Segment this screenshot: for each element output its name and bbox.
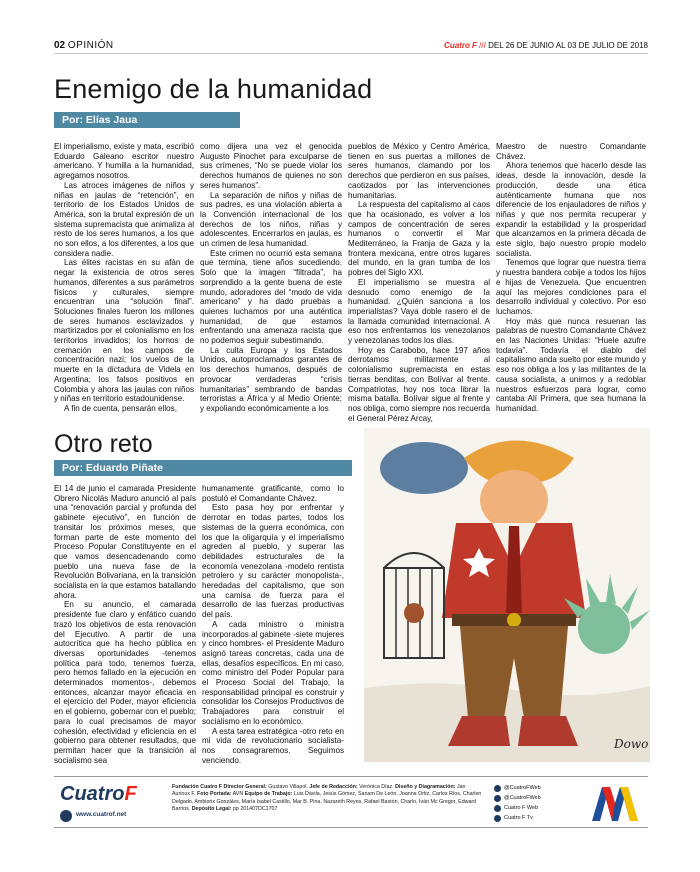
paragraph: El imperialismo se muestra al desnudo como enemigo de la humanidad. ¿Quién sanciona a los imperialistas? Vaya doble rasero el de la llamada comunidad internacional. A eso nos enfrentamos los venezolanos y venezolanas todos los días. bbox=[348, 277, 490, 346]
article1-title: Enemigo de la humanidad bbox=[54, 74, 373, 104]
social-instagram[interactable] bbox=[494, 793, 574, 803]
editorial-cartoon bbox=[364, 428, 650, 762]
page-header bbox=[54, 40, 648, 54]
social-links bbox=[494, 783, 574, 823]
article2-byline: Por: Eduardo Piñate bbox=[54, 460, 352, 476]
paragraph: La separación de niños y niñas de sus padres, es una violación abierta a la Convención internacional de los derechos de los niños, niñas y adolescentes. Encerrarlos en jaulas, es un crimen de lesa humanidad. bbox=[200, 190, 342, 249]
credit-label: Depósito Legal: bbox=[191, 806, 232, 813]
cuatrof-logo bbox=[54, 783, 162, 823]
hat-shape bbox=[380, 442, 468, 494]
social-label: @CuatroFWeb bbox=[504, 795, 541, 801]
twitter-icon bbox=[494, 785, 501, 792]
credit-value: AVN bbox=[232, 791, 244, 798]
paragraph: El imperialismo, existe y mata, escribió Eduardo Galeano escritor nuestro americano. Y humilla a la humanidad, agregamos nosotros. bbox=[54, 142, 194, 181]
credit-label: Equipo de Trabajo: bbox=[244, 791, 293, 798]
article2-column-1 bbox=[54, 484, 196, 765]
social-youtube[interactable] bbox=[494, 813, 574, 823]
instagram-icon bbox=[494, 795, 501, 802]
paragraph: Hoy más que nunca resuenan las palabras de nuestro Comandante Chávez en las Naciones Unidas: “Huele azufre todavía”. Todavía el diablo del capitalismo anda suelto por este mundo y eso nos obliga a los y las militantes de la causa socialista, a unirnos y a redoblar nuestros esfuerzos para lograr, como cantaba Alí Primera, que sea humana la humanidad. bbox=[496, 316, 646, 413]
article2-title: Otro reto bbox=[54, 430, 153, 458]
credit-label: Fundación Cuatro F Director General: bbox=[172, 784, 267, 790]
credit-value: Jan Aurioux F. bbox=[172, 784, 466, 798]
page-number-section bbox=[54, 40, 114, 51]
issue-date: DEL 26 DE JUNIO AL 03 DE JULIO DE 2018 bbox=[488, 41, 648, 50]
face-shape bbox=[480, 470, 548, 530]
paragraph: La respuesta del capitalismo al caos que ha ocasionado, es volver a los campos de concentración de seres humanos o convertir el Mar Mediterráneo, la Franja de Gaza y la frontera mexicana, entre otros lugares del mundo, en la gran tumba de los pobres del Siglo XXI. bbox=[348, 200, 490, 278]
paragraph: Este crimen no ocurrió esta semana que termina, tiene años sucediendo. Solo que la imagen “filtrada”, ha sorprendido a la gente buena de este mundo, adoradores del “modo de vida americano” y ha dado pruebas a quienes luchamos por una auténtica humanidad, de que estamos enfrentando una amenaza racista que no podemos seguir subestimando. bbox=[200, 248, 342, 346]
social-label: Cuatro F Web bbox=[504, 805, 539, 811]
logo-wordmark bbox=[60, 783, 137, 806]
logo-word: Cuatro bbox=[60, 783, 125, 805]
page-footer bbox=[54, 776, 648, 828]
section-label: OPINIÓN bbox=[67, 40, 114, 51]
paragraph: pueblos de México y Centro América, tienen en sus puertas a millones de seres humanos, clamando por los derechos que perdieron en sus países, caotizados por las intervenciones humanitarias. bbox=[348, 142, 490, 200]
issue-date-line bbox=[444, 41, 648, 50]
paragraph: El 14 de junio el camarada Presidente Obrero Nicolás Maduro anunció al país una “renovación parcial y profunda del gabinete ejecutivo”, en función de transitar los próximos meses, que forman parte de este momento del Proceso Popular Constituyente en el que vamos desencadenando como pueblo una nueva fase de la Revolución Bolivariana, en la transición socialista en la que estamos batallando ahora. bbox=[54, 484, 196, 600]
globe-icon bbox=[60, 810, 72, 822]
header-brand: Cuatro F bbox=[444, 41, 477, 50]
paragraph: como dijera una vez el genocida Augusto Pinochet para exculparse de sus crímenes, “No se puede violar los derechos humanos de quienes no son seres humanos”. bbox=[200, 142, 342, 190]
paragraph: Esto pasa hoy por enfrentar y derrotar en todas partes, todos los sistemas de la guerra económica, con los que la oligarquía y el imperialismo agreden al pueblo, y superar las debilidades estructurales de la economía venezolana -modelo rentista petrolero y su carácter monopolista-, heredadas del capitalismo, que son una camisa de fuerza para el desarrollo de las fuerzas productivas del país. bbox=[202, 503, 344, 620]
social-twitter[interactable] bbox=[494, 783, 574, 793]
website-link[interactable]: www.cuatrof.net bbox=[76, 811, 127, 818]
header-separator: /// bbox=[479, 41, 486, 50]
paragraph: Ahora tenemos que hacerlo desde las ideas, desde la innovación, desde la producción, desde una ética auténticamente humana que nos diferencie de los enjauladores de niños y niñas y que nos permita recuperar y expandir la estabilidad y la prosperidad que alcanzamos en la primera década de este siglo, bajo nuestro propio modelo socialista. bbox=[496, 161, 646, 258]
paragraph: Las élites racistas en su afán de negar la existencia de otros seres humanos, diferentes a sus parámetros físicos y culturales, siempre encuentran una “solución final”. Soluciones finales fueron los millones de seres humanos esclavizados y martirizados por el colonialismo en los territorios invadidos; los hornos de cremación en los campos de concentración nazi; los vuelos de la muerte en la dictadura de Videla en Argentina; los falsos positivos en Colombia y ahora las jaulas con niños y niñas en territorio estadounidense. bbox=[54, 258, 194, 404]
logo-f: F bbox=[124, 783, 137, 805]
facebook-icon bbox=[494, 805, 501, 812]
paragraph: En su anuncio, el camarada presidente fue claro y enfático cuando trazó los objetivos de esta renovación del Ejecutivo. A partir de una autocrítica que ha hecho pública en diversas oportunidades -tenemos política para todo, tenemos fuerza, pero hemos fallado en la ejecución en determinados momentos-, debemos entonces, alcanzar mayor eficacia en el ejercicio del Poder, mayor eficiencia en el gobierno, gobernar con el pueblo; para lo cual precisamos de mayor cohesión, efectividad y eficiencia en el gobierno para obtener resultados, que permitan hacer que la transición al socialismo sea bbox=[54, 600, 196, 765]
credit-value: Gustavo Villapol. bbox=[268, 784, 308, 790]
social-facebook[interactable] bbox=[494, 803, 574, 813]
article1-column-4 bbox=[496, 142, 646, 422]
credit-label: Foto Portada: bbox=[197, 791, 232, 798]
paragraph: Hoy es Carabobo, hace 197 años derrotamos militarmente al colonialismo supremacista en estas tierras benditas, con Bolívar al frente. Compatriotas, hoy nos toca librar la misma batalla. Bolívar sigue al frente y nos obliga, como siempre nos recuerda el General Pérez Arcay, bbox=[348, 345, 490, 423]
article1-column-2 bbox=[200, 142, 342, 422]
cartoon-signature: Dowo bbox=[614, 737, 649, 751]
article1-byline: Por: Elías Jaua bbox=[54, 112, 240, 128]
paragraph: La culta Europa y los Estados Unidos, autoproclamados garantes de los derechos humanos, después de provocar verdaderas “crisis humanitarias” sembrando de bandas terroristas a África y al Medio Oriente; y expoliando económicamente a los bbox=[200, 345, 342, 413]
ministry-logo-icon bbox=[588, 781, 642, 825]
paragraph: Tenemos que lograr que nuestra tierra y nuestra bandera cobije a todos los hijos e hijas de Venezuela. Que encuentren aquí las mejores condiciones para el desarrollo individual y colectivo. Por eso luchamos. bbox=[496, 258, 646, 316]
credit-value: Luis Dávila, Jesús Gómez, Sanam De León, Joanna Ortiz, Carlos Ríos, Charlen Delgado, Ambiorix Gonzáles, María Isabel Castillo, Mar B. Pina, Nazareth Reyes, Rafael Bastón, Charlo, Iván Mc Gregor, Edward Barrios. bbox=[172, 791, 482, 813]
credit-label: Diseño y Diagramación: bbox=[395, 784, 456, 790]
paragraph: A cada ministro o ministra incorporados al gabinete -siete mujeres y cinco hombres- el Presidente Maduro asignó tareas concretas, cada una de ellas, desafíos específicos. En mi caso, como ministro del Poder Popular para el Proceso Social del Trabajo, la responsabilidad principal es construir y consolidar los Consejos Productivos de Trabajadores para construir el socialismo en lo económico. bbox=[202, 619, 344, 726]
paragraph: A fin de cuenta, pensarán ellos, bbox=[64, 403, 177, 413]
article1-column-3 bbox=[348, 142, 490, 422]
paragraph: Las atroces imágenes de niños y niñas en jaulas de “retención”, en territorio de los Estados Unidos de América, son la brutal expresión de un sistema supremacista que animaliza al resto de los seres humanos, a los que no son ellos, a los diferentes, a los que considera nadie. bbox=[54, 180, 194, 258]
paragraph: humanamente gratificante, como lo postuló el Comandante Chávez. bbox=[202, 484, 344, 503]
youtube-icon bbox=[494, 815, 501, 822]
credit-label: Jefe de Redacción: bbox=[309, 784, 358, 790]
paragraph: Maestro de nuestro Comandante Chávez. bbox=[496, 142, 646, 161]
article2-column-2 bbox=[202, 484, 344, 765]
credit-value: pp 201407DC1707 bbox=[232, 806, 278, 813]
social-label: Cuatro F Tv bbox=[504, 815, 533, 821]
social-label: @CuatroFWeb bbox=[504, 785, 541, 791]
article1-column-1 bbox=[54, 142, 194, 422]
masthead-credits bbox=[172, 784, 482, 814]
credit-value: Verónica Díaz. bbox=[359, 784, 394, 790]
paragraph: A esta tarea estratégica -otro reto en mi vida de revolucionario socialista- nos consagraremos. Seguimos venciendo. bbox=[202, 726, 344, 765]
page-number: 02 bbox=[54, 40, 66, 51]
